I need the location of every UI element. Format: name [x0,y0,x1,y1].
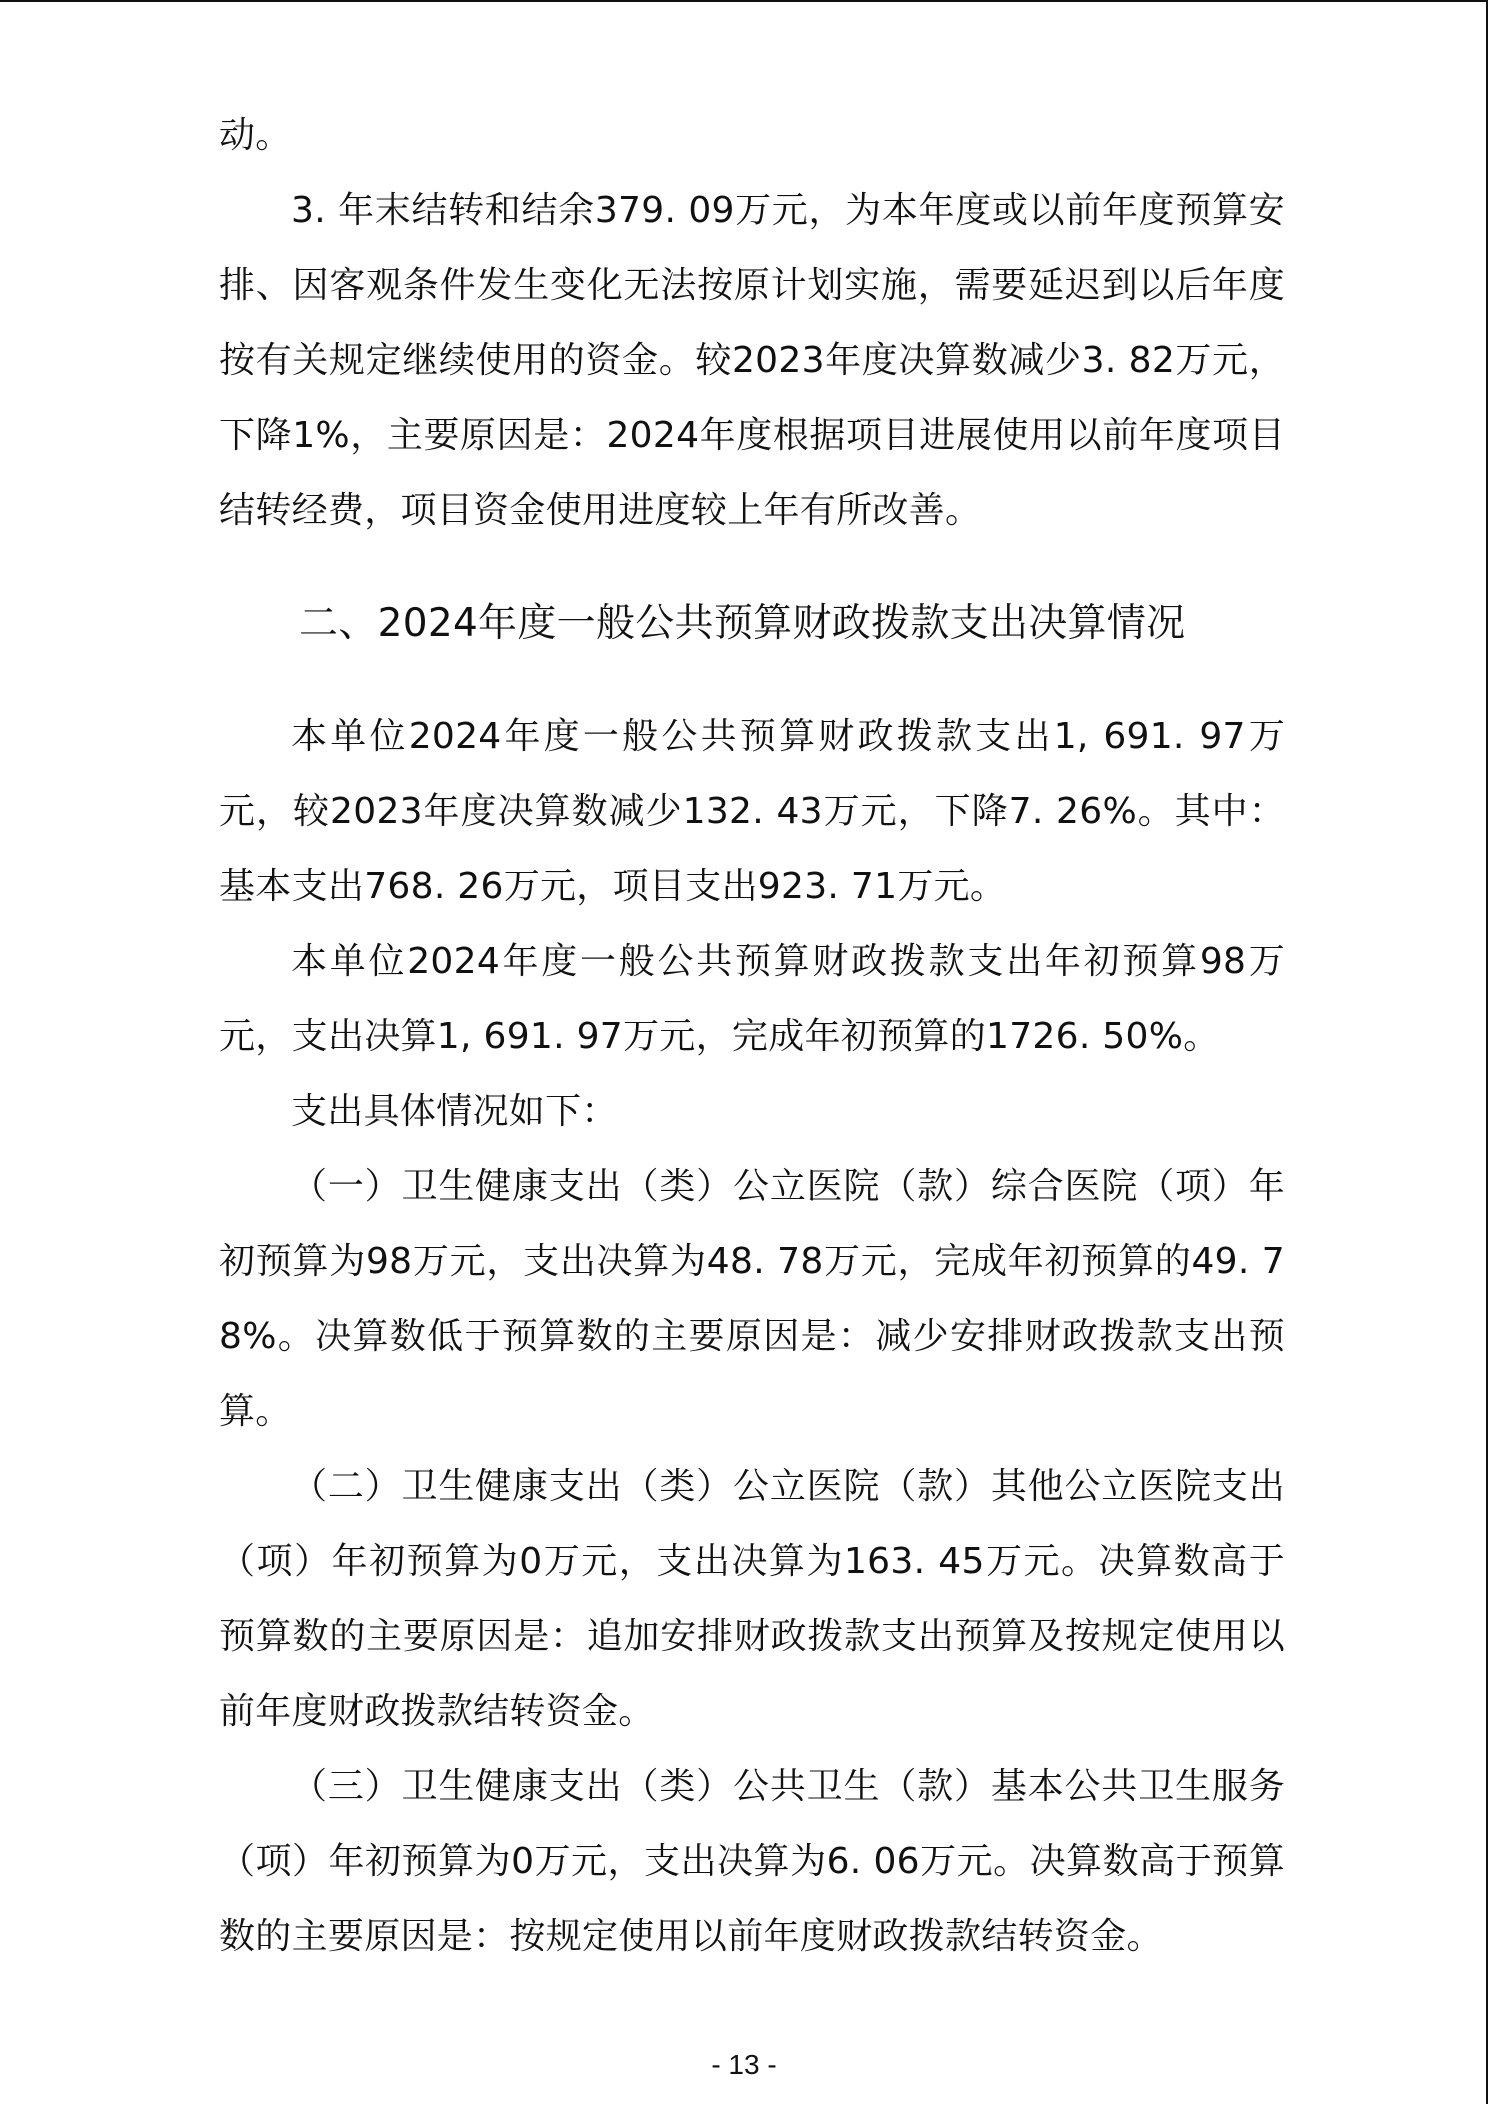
paragraph-expenditure-total: 本单位2024年度一般公共预算财政拨款支出1, 691. 97万元，较2023年度决算数减少132. 43万元，下降7. 26%。其中：基本支出768. 26万元，项目支出923. 71万元。 [219,716,1285,907]
paragraph-continuation: 动。 [219,115,292,156]
paragraph-item-general-hospital: （一）卫生健康支出（类）公立医院（款）综合医院（项）年初预算为98万元，支出决算为48. 78万元，完成年初预算的49. 78%。决算数低于预算数的主要原因是：减少安排财政拨款支出预算。 [219,1166,1285,1432]
paragraph-details-intro: 支出具体情况如下： [291,1091,618,1132]
page-number: - 13 - [711,2049,777,2080]
paragraph-budget-completion: 本单位2024年度一般公共预算财政拨款支出年初预算98万元，支出决算1, 691. 97万元，完成年初预算的1726. 50%。 [219,941,1285,1057]
section-heading: 二、2024年度一般公共预算财政拨款支出决算情况 [299,601,1186,646]
paragraph-item-other-public-hospital: （二）卫生健康支出（类）公立医院（款）其他公立医院支出（项）年初预算为0万元，支出决算为163. 45万元。决算数高于预算数的主要原因是：追加安排财政拨款支出预算及按规定使用以前年度财政拨款结转资金。 [219,1466,1285,1732]
page-content [219,98,1285,1974]
paragraph-year-end-balance: 3. 年末结转和结余379. 09万元，为本年度或以前年度预算安排、因客观条件发生变化无法按原计划实施，需要延迟到以后年度按有关规定继续使用的资金。较2023年度决算数减少3. 82万元，下降1%，主要原因是：2024年度根据项目进展使用以前年度项目结转经费，项目资金使用进度较上年有所改善。 [219,190,1285,531]
paragraph-item-basic-public-health: （三）卫生健康支出（类）公共卫生（款）基本公共卫生服务（项）年初预算为0万元，支出决算为6. 06万元。决算数高于预算数的主要原因是：按规定使用以前年度财政拨款结转资金。 [219,1766,1285,1957]
